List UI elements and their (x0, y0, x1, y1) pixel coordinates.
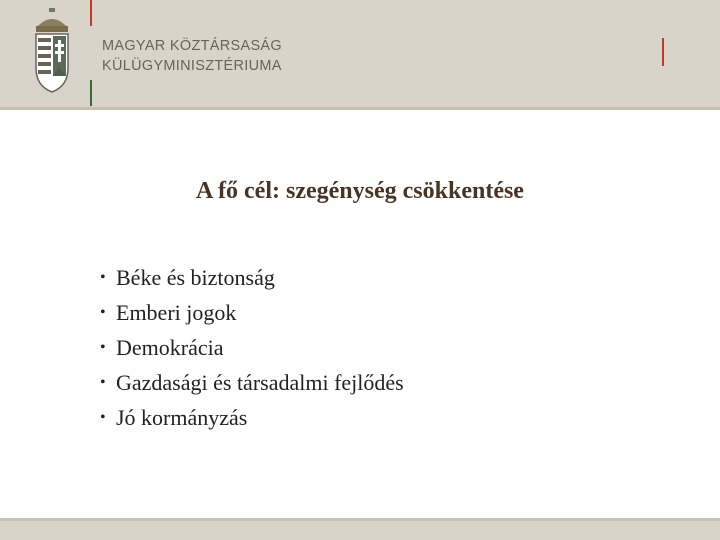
slide-title-text: A fő cél: szegénység csökkentése (196, 178, 524, 204)
list-item (100, 297, 404, 332)
list-item-text: Jó kormányzás (116, 405, 248, 430)
bullet-icon: • (100, 304, 106, 321)
org-line-1: MAGYAR KÖZTÁRSASÁG (102, 38, 282, 54)
list-item (100, 262, 404, 297)
list-item-text: Béke és biztonság (116, 265, 275, 290)
org-line-2: KÜLÜGYMINISZTÉRIUMA (102, 58, 282, 74)
header-band (0, 0, 720, 107)
footer-band (0, 518, 720, 540)
list-item (100, 367, 404, 402)
green-accent-rule (90, 80, 92, 106)
bullet-icon: • (100, 339, 106, 356)
coat-of-arms-icon (30, 6, 74, 94)
bullet-icon: • (100, 374, 106, 391)
slide-title (0, 178, 720, 205)
header-divider (0, 107, 720, 110)
red-accent-rule (90, 0, 92, 26)
list-item (100, 332, 404, 367)
bullet-icon: • (100, 409, 106, 426)
list-item-text: Emberi jogok (116, 300, 237, 325)
list-item-text: Demokrácia (116, 335, 224, 360)
bullet-icon: • (100, 269, 106, 286)
organization-name (102, 36, 282, 76)
bullet-list (100, 262, 404, 437)
list-item (100, 402, 404, 437)
red-accent-mark (662, 38, 664, 66)
list-item-text: Gazdasági és társadalmi fejlődés (116, 370, 404, 395)
